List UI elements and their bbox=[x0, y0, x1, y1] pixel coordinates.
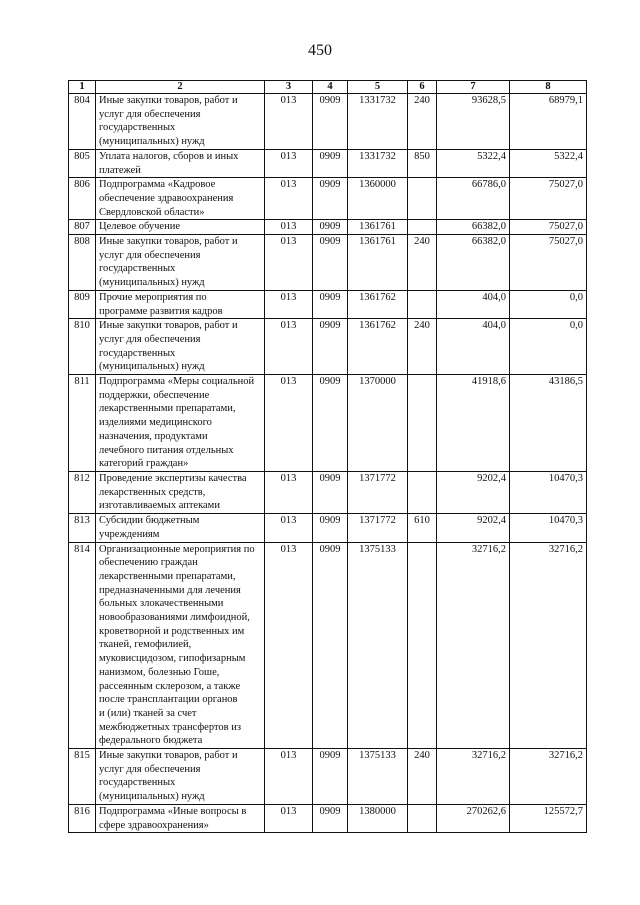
row-name-line: федерального бюджета bbox=[99, 735, 203, 747]
expense-type-code bbox=[408, 178, 437, 220]
row-name-line: Иные закупки товаров, работ и bbox=[99, 95, 238, 106]
row-name-line: категорий граждан» bbox=[99, 458, 189, 470]
row-name-line: услуг для обеспечения bbox=[99, 333, 201, 345]
amount-year-2: 10470,3 bbox=[510, 514, 587, 542]
amount-year-2: 125572,7 bbox=[510, 804, 587, 832]
amount-year-1: 93628,5 bbox=[437, 94, 510, 150]
row-name bbox=[96, 149, 265, 177]
row-number: 809 bbox=[69, 290, 96, 318]
row-name-line: Подпрограмма «Кадровое bbox=[99, 179, 216, 191]
target-article-code: 1361761 bbox=[348, 220, 408, 235]
row-name bbox=[96, 94, 265, 150]
row-name-line: Субсидии бюджетным bbox=[99, 515, 200, 527]
section-code: 0909 bbox=[313, 220, 348, 235]
row-name-line: Иные закупки товаров, работ и bbox=[99, 320, 238, 332]
section-code: 0909 bbox=[313, 178, 348, 220]
row-name-line: и (или) тканей за счет bbox=[99, 707, 197, 719]
row-name-line: Свердловской области» bbox=[99, 206, 205, 218]
section-code: 0909 bbox=[313, 290, 348, 318]
ministry-code: 013 bbox=[265, 149, 313, 177]
column-header: 4 bbox=[313, 81, 348, 94]
row-name-line: поддержки, обеспечение bbox=[99, 389, 210, 401]
row-name-line: услуг для обеспечения bbox=[99, 108, 201, 120]
amount-year-1: 270262,6 bbox=[437, 804, 510, 832]
row-name-line: лечебного питания отдельных bbox=[99, 444, 234, 456]
row-name-line: после трансплантации органов bbox=[99, 694, 238, 706]
amount-year-2: 68979,1 bbox=[510, 94, 587, 150]
section-code: 0909 bbox=[313, 94, 348, 150]
row-name-line: учреждениям bbox=[99, 528, 160, 540]
row-name-line: назначения, продуктами bbox=[99, 430, 208, 442]
ministry-code: 013 bbox=[265, 178, 313, 220]
row-name-line: сфере здравоохранения» bbox=[99, 819, 209, 831]
amount-year-2: 10470,3 bbox=[510, 471, 587, 513]
column-header: 7 bbox=[437, 81, 510, 94]
amount-year-2: 75027,0 bbox=[510, 178, 587, 220]
section-code: 0909 bbox=[313, 471, 348, 513]
section-code: 0909 bbox=[313, 149, 348, 177]
expense-type-code: 240 bbox=[408, 94, 437, 150]
header-row bbox=[69, 81, 587, 94]
amount-year-1: 66382,0 bbox=[437, 235, 510, 291]
section-code: 0909 bbox=[313, 319, 348, 375]
row-name-line: (муниципальных) нужд bbox=[99, 361, 205, 373]
expense-type-code: 850 bbox=[408, 149, 437, 177]
row-number: 814 bbox=[69, 542, 96, 749]
target-article-code: 1331732 bbox=[348, 149, 408, 177]
row-name bbox=[96, 542, 265, 749]
target-article-code: 1361761 bbox=[348, 235, 408, 291]
row-name-line: услуг для обеспечения bbox=[99, 249, 201, 261]
amount-year-1: 404,0 bbox=[437, 319, 510, 375]
row-name bbox=[96, 319, 265, 375]
expense-type-code bbox=[408, 220, 437, 235]
row-name-line: Уплата налогов, сборов и иных bbox=[99, 150, 239, 162]
amount-year-2: 32716,2 bbox=[510, 749, 587, 805]
row-name bbox=[96, 804, 265, 832]
ministry-code: 013 bbox=[265, 804, 313, 832]
row-name bbox=[96, 220, 265, 235]
ministry-code: 013 bbox=[265, 319, 313, 375]
table-row bbox=[69, 290, 587, 318]
column-header: 8 bbox=[510, 81, 587, 94]
ministry-code: 013 bbox=[265, 542, 313, 749]
row-name-line: новообразованиями лимфоидной, bbox=[99, 612, 250, 624]
row-name bbox=[96, 290, 265, 318]
amount-year-2: 75027,0 bbox=[510, 235, 587, 291]
target-article-code: 1375133 bbox=[348, 542, 408, 749]
row-name-line: государственных bbox=[99, 777, 176, 789]
amount-year-1: 9202,4 bbox=[437, 471, 510, 513]
row-name-line: Иные закупки товаров, работ и bbox=[99, 750, 238, 762]
table-row bbox=[69, 149, 587, 177]
row-name-line: государственных bbox=[99, 263, 176, 275]
row-name-line: услуг для обеспечения bbox=[99, 763, 201, 775]
amount-year-1: 404,0 bbox=[437, 290, 510, 318]
table-body bbox=[69, 94, 587, 833]
column-header: 2 bbox=[96, 81, 265, 94]
ministry-code: 013 bbox=[265, 749, 313, 805]
row-name-line: изделиями медицинского bbox=[99, 417, 212, 429]
table-row bbox=[69, 220, 587, 235]
section-code: 0909 bbox=[313, 749, 348, 805]
row-name bbox=[96, 235, 265, 291]
table-row bbox=[69, 804, 587, 832]
expense-type-code: 240 bbox=[408, 749, 437, 805]
row-name-line: программе развития кадров bbox=[99, 305, 223, 317]
row-name-line: лекарственными препаратами, bbox=[99, 570, 236, 582]
target-article-code: 1331732 bbox=[348, 94, 408, 150]
row-number: 815 bbox=[69, 749, 96, 805]
row-name-line: обеспечению граждан bbox=[99, 557, 198, 569]
amount-year-2: 0,0 bbox=[510, 290, 587, 318]
row-name-line: государственных bbox=[99, 347, 176, 359]
ministry-code: 013 bbox=[265, 375, 313, 472]
expense-type-code: 240 bbox=[408, 319, 437, 375]
expense-type-code bbox=[408, 804, 437, 832]
target-article-code: 1360000 bbox=[348, 178, 408, 220]
section-code: 0909 bbox=[313, 804, 348, 832]
row-name bbox=[96, 471, 265, 513]
row-name-line: лекарственных средств, bbox=[99, 486, 206, 498]
row-name-line: рассеянным склерозом, а также bbox=[99, 680, 241, 692]
ministry-code: 013 bbox=[265, 235, 313, 291]
row-name-line: Подпрограмма «Меры социальной bbox=[99, 376, 255, 388]
ministry-code: 013 bbox=[265, 220, 313, 235]
table-row bbox=[69, 749, 587, 805]
row-name-line: больных злокачественными bbox=[99, 598, 224, 610]
column-header: 3 bbox=[265, 81, 313, 94]
ministry-code: 013 bbox=[265, 94, 313, 150]
expense-type-code: 240 bbox=[408, 235, 437, 291]
ministry-code: 013 bbox=[265, 514, 313, 542]
row-name bbox=[96, 375, 265, 472]
row-name-line: Подпрограмма «Иные вопросы в bbox=[99, 805, 247, 817]
column-header: 5 bbox=[348, 81, 408, 94]
row-number: 811 bbox=[69, 375, 96, 472]
amount-year-2: 0,0 bbox=[510, 319, 587, 375]
amount-year-1: 5322,4 bbox=[437, 149, 510, 177]
target-article-code: 1370000 bbox=[348, 375, 408, 472]
row-name-line: (муниципальных) нужд bbox=[99, 136, 205, 148]
table-row bbox=[69, 471, 587, 513]
row-name-line: Проведение экспертизы качества bbox=[99, 472, 247, 484]
ministry-code: 013 bbox=[265, 471, 313, 513]
expense-type-code bbox=[408, 471, 437, 513]
amount-year-1: 66786,0 bbox=[437, 178, 510, 220]
amount-year-2: 75027,0 bbox=[510, 220, 587, 235]
row-name-line: нанизмом, болезнью Гоше, bbox=[99, 666, 220, 678]
section-code: 0909 bbox=[313, 514, 348, 542]
expense-type-code bbox=[408, 542, 437, 749]
target-article-code: 1371772 bbox=[348, 471, 408, 513]
row-name bbox=[96, 178, 265, 220]
row-name bbox=[96, 514, 265, 542]
table-row bbox=[69, 319, 587, 375]
row-name-line: предназначенными для лечения bbox=[99, 584, 241, 596]
section-code: 0909 bbox=[313, 542, 348, 749]
row-name-line: Иные закупки товаров, работ и bbox=[99, 236, 238, 248]
table-row bbox=[69, 235, 587, 291]
budget-table bbox=[68, 80, 587, 833]
row-name-line: муковисцидозом, гипофизарным bbox=[99, 653, 246, 665]
amount-year-1: 32716,2 bbox=[437, 542, 510, 749]
page-number: 450 bbox=[308, 42, 332, 59]
amount-year-1: 66382,0 bbox=[437, 220, 510, 235]
row-number: 808 bbox=[69, 235, 96, 291]
amount-year-2: 32716,2 bbox=[510, 542, 587, 749]
table-row bbox=[69, 178, 587, 220]
row-number: 807 bbox=[69, 220, 96, 235]
row-name-line: (муниципальных) нужд bbox=[99, 277, 205, 289]
ministry-code: 013 bbox=[265, 290, 313, 318]
row-name-line: изготавливаемых аптеками bbox=[99, 500, 220, 512]
row-name-line: Организационные мероприятия по bbox=[99, 543, 255, 555]
expense-type-code bbox=[408, 290, 437, 318]
row-name-line: (муниципальных) нужд bbox=[99, 791, 205, 803]
row-name-line: государственных bbox=[99, 122, 176, 134]
target-article-code: 1361762 bbox=[348, 290, 408, 318]
row-name-line: лекарственными препаратами, bbox=[99, 403, 236, 415]
row-number: 806 bbox=[69, 178, 96, 220]
target-article-code: 1361762 bbox=[348, 319, 408, 375]
amount-year-1: 9202,4 bbox=[437, 514, 510, 542]
row-name-line: платежей bbox=[99, 164, 141, 176]
expense-type-code: 610 bbox=[408, 514, 437, 542]
row-number: 810 bbox=[69, 319, 96, 375]
row-number: 813 bbox=[69, 514, 96, 542]
amount-year-2: 5322,4 bbox=[510, 149, 587, 177]
table-row bbox=[69, 94, 587, 150]
section-code: 0909 bbox=[313, 235, 348, 291]
amount-year-1: 32716,2 bbox=[437, 749, 510, 805]
row-number: 812 bbox=[69, 471, 96, 513]
row-name-line: обеспечение здравоохранения bbox=[99, 192, 234, 204]
row-name bbox=[96, 749, 265, 805]
column-header: 6 bbox=[408, 81, 437, 94]
row-name-line: межбюджетных трансфертов из bbox=[99, 721, 241, 733]
row-name-line: Целевое обучение bbox=[99, 221, 180, 233]
target-article-code: 1371772 bbox=[348, 514, 408, 542]
column-header: 1 bbox=[69, 81, 96, 94]
table-row bbox=[69, 514, 587, 542]
row-name-line: кроветворной и родственных им bbox=[99, 625, 245, 637]
amount-year-1: 41918,6 bbox=[437, 375, 510, 472]
row-number: 816 bbox=[69, 804, 96, 832]
amount-year-2: 43186,5 bbox=[510, 375, 587, 472]
row-name-line: тканей, гемофилией, bbox=[99, 639, 192, 651]
table-row bbox=[69, 375, 587, 472]
expense-type-code bbox=[408, 375, 437, 472]
target-article-code: 1380000 bbox=[348, 804, 408, 832]
row-name-line: Прочие мероприятия по bbox=[99, 291, 207, 303]
section-code: 0909 bbox=[313, 375, 348, 472]
row-number: 805 bbox=[69, 149, 96, 177]
row-number: 804 bbox=[69, 94, 96, 150]
target-article-code: 1375133 bbox=[348, 749, 408, 805]
table-row bbox=[69, 542, 587, 749]
